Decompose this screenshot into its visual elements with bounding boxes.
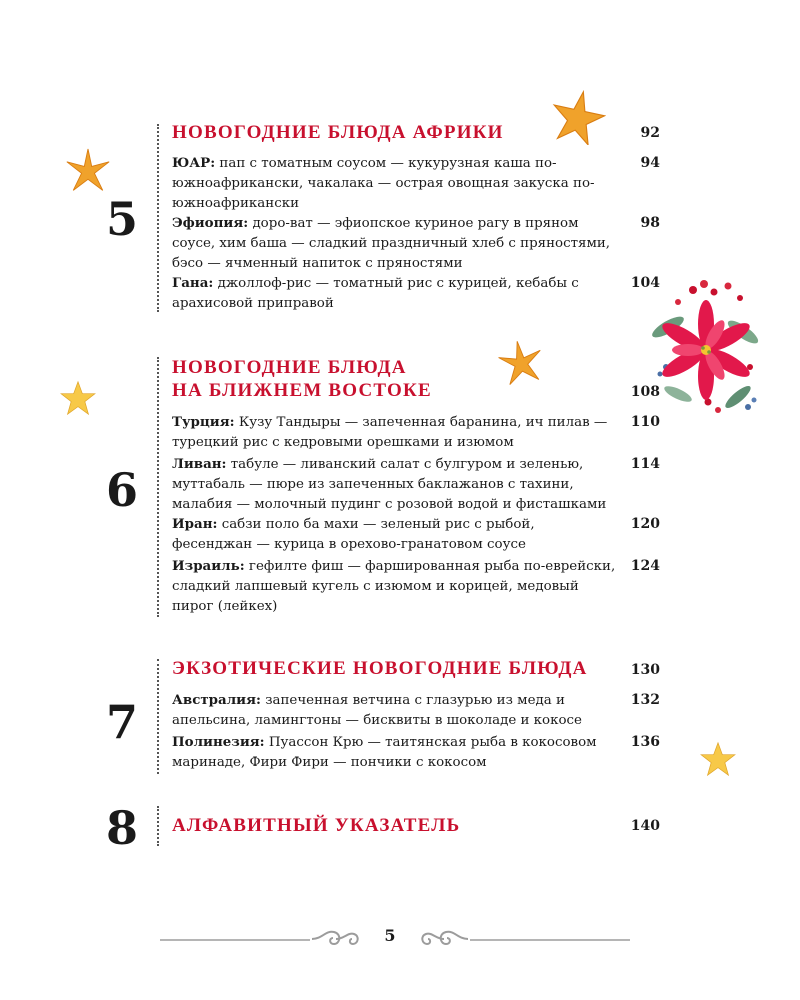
toc-entry-israel[interactable] <box>172 556 617 617</box>
entry-description: доро-ват — эфиопское куриное рагу в пряном соусе, хим баша — сладкий праздничный хлеб с пряностями, бэсо — ячменный напиток с пряностями <box>172 216 611 271</box>
section-page-number[interactable]: 108 <box>630 384 660 400</box>
entry-page-number[interactable]: 136 <box>630 734 660 750</box>
entry-description: пап с томатным соусом — кукурузная каша по-южноафрикански, чакалака — острая овощная закуска по-южноафрикански <box>172 156 595 211</box>
toc-entry-australia[interactable] <box>172 690 617 731</box>
toc-entry-iran[interactable] <box>172 514 617 555</box>
star-icon <box>60 380 96 416</box>
page-number: 5 <box>384 926 396 945</box>
chapter-number-7: 7 <box>105 695 138 749</box>
toc-entry-ghana[interactable] <box>172 273 592 314</box>
section-page-number[interactable]: 92 <box>640 125 660 141</box>
star-icon <box>550 89 606 145</box>
section-page-number[interactable]: 130 <box>630 662 660 678</box>
entry-description: табуле — ливанский салат с булгуром и зеленью, муттабаль — пюре из запеченных баклажанов с тахини, малабия — молочный пудинг с розовой водой и фисташками <box>172 457 607 512</box>
country-label: Австралия: <box>172 692 261 708</box>
chapter-number-8: 8 <box>105 801 138 855</box>
section-title-middle-east-line2[interactable]: НА БЛИЖНЕМ ВОСТОКЕ <box>172 380 432 401</box>
entry-description: Кузу Тандыры — запеченная баранина, ич пилав — турецкий рис с кедровыми орешками и изюмом <box>172 415 608 450</box>
entry-page-number[interactable]: 124 <box>630 558 660 574</box>
entry-description: гефилте фиш — фаршированная рыба по-еврейски, сладкий лапшевый кугель с изюмом и корицей, медовый пирог (лейкех) <box>172 559 616 614</box>
chapter-divider <box>157 124 159 312</box>
section-title-exotic[interactable]: ЭКЗОТИЧЕСКИЕ НОВОГОДНИЕ БЛЮДА <box>172 658 588 679</box>
entry-page-number[interactable]: 110 <box>630 414 660 430</box>
toc-entry-sar[interactable] <box>172 153 617 214</box>
star-icon <box>498 340 544 386</box>
country-label: Израиль: <box>172 558 245 574</box>
entry-page-number[interactable]: 104 <box>630 275 660 291</box>
chapter-number-6: 6 <box>105 463 138 517</box>
section-title-africa[interactable]: НОВОГОДНИЕ БЛЮДА АФРИКИ <box>172 122 504 143</box>
swirl-ornament-icon <box>418 924 470 954</box>
footer-rule-left <box>160 939 310 941</box>
section-page-number[interactable]: 140 <box>630 818 660 834</box>
star-icon <box>700 741 736 777</box>
section-title-index[interactable]: АЛФАВИТНЫЙ УКАЗАТЕЛЬ <box>172 815 461 836</box>
chapter-divider <box>157 806 159 846</box>
chapter-divider <box>157 659 159 774</box>
chapter-number-5: 5 <box>105 192 138 246</box>
country-label: Гана: <box>172 275 214 291</box>
toc-entry-ethiopia[interactable] <box>172 213 617 274</box>
star-icon <box>65 148 111 194</box>
toc-entry-polynesia[interactable] <box>172 732 617 773</box>
footer-rule-right <box>470 939 630 941</box>
country-label: Ливан: <box>172 456 227 472</box>
entry-page-number[interactable]: 114 <box>630 456 660 472</box>
country-label: Полинезия: <box>172 734 265 750</box>
country-label: ЮАР: <box>172 155 216 171</box>
toc-entry-lebanon[interactable] <box>172 454 617 515</box>
toc-entry-turkey[interactable] <box>172 412 617 453</box>
country-label: Иран: <box>172 516 218 532</box>
entry-description: джоллоф-рис — томатный рис с курицей, кебабы с арахисовой приправой <box>172 276 579 311</box>
country-label: Эфиопия: <box>172 215 249 231</box>
entry-description: запеченная ветчина с глазурью из меда и апельсина, ламингтоны — бисквиты в шоколаде и кокосе <box>172 693 582 728</box>
section-title-middle-east-line1[interactable]: НОВОГОДНИЕ БЛЮДА <box>172 357 407 378</box>
entry-description: Пуассон Крю — таитянская рыба в кокосовом маринаде, Фири Фири — пончики с кокосом <box>172 735 597 770</box>
entry-description: сабзи поло ба махи — зеленый рис с рыбой, фесенджан — курица в орехово-гранатовом соусе <box>172 517 535 552</box>
entry-page-number[interactable]: 98 <box>640 215 660 231</box>
poinsettia-icon <box>648 272 766 422</box>
entry-page-number[interactable]: 120 <box>630 516 660 532</box>
swirl-ornament-icon <box>310 924 362 954</box>
chapter-divider <box>157 357 159 617</box>
entry-page-number[interactable]: 132 <box>630 692 660 708</box>
entry-page-number[interactable]: 94 <box>640 155 660 171</box>
country-label: Турция: <box>172 414 235 430</box>
